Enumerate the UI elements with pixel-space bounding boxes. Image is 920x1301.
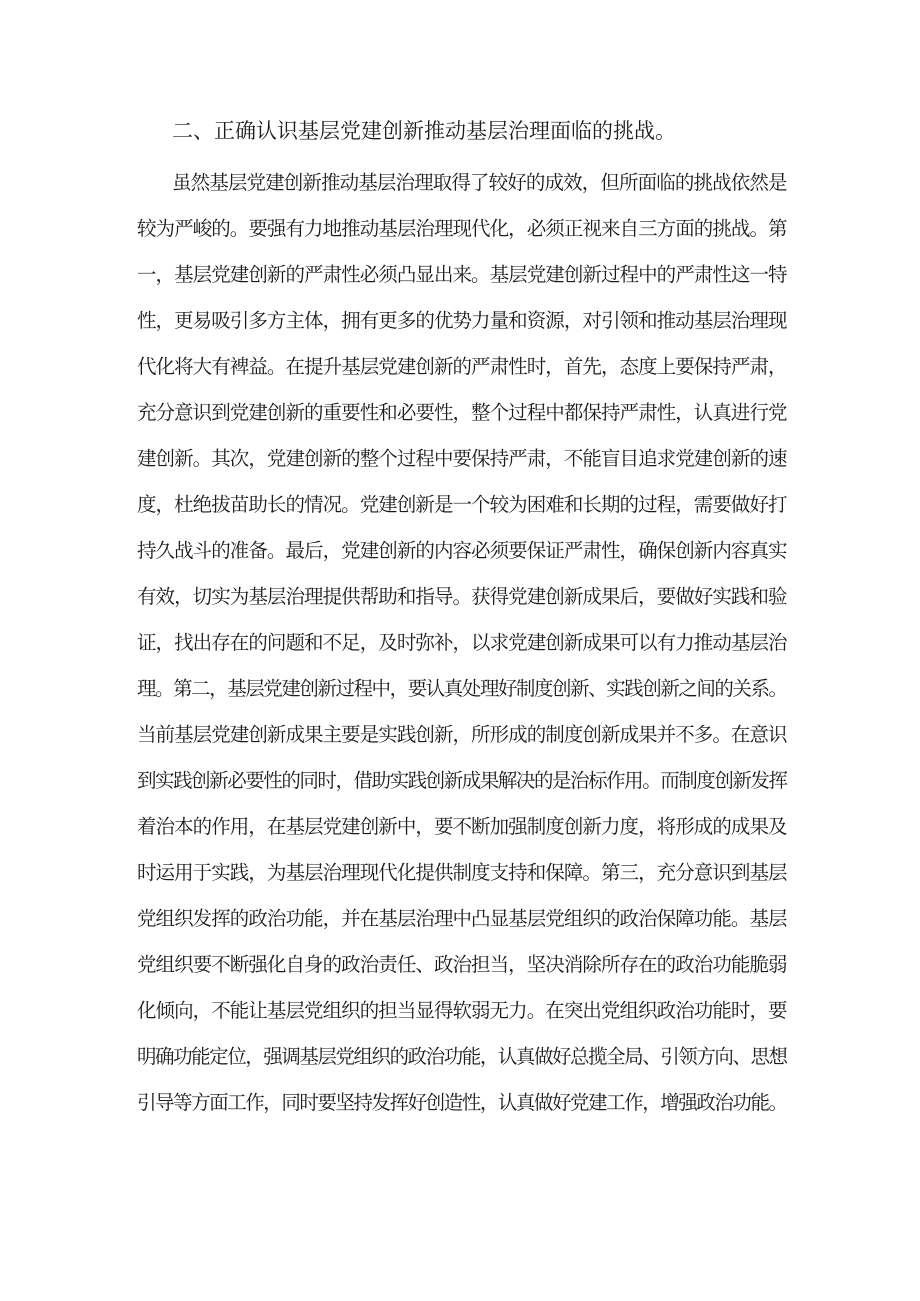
paragraph-line: 理。第二，基层党建创新过程中，要认真处理好制度创新、实践创新之间的关系。 <box>137 677 787 700</box>
paragraph-line: 虽然基层党建创新推动基层治理取得了较好的成效，但所面临的挑战依然是 <box>172 171 787 194</box>
paragraph-line: 持久战斗的准备。最后，党建创新的内容必须要保证严肃性，确保创新内容真实 <box>137 539 787 562</box>
paragraph-line: 党组织发挥的政治功能，并在基层治理中凸显基层党组织的政治保障功能。基层 <box>137 907 787 930</box>
section-heading: 二、正确认识基层党建创新推动基层治理面临的挑战。 <box>172 119 676 143</box>
paragraph-line: 较为严峻的。要强有力地推动基层治理现代化，必须正视来自三方面的挑战。第 <box>137 217 787 240</box>
paragraph-line: 充分意识到党建创新的重要性和必要性，整个过程中都保持严肃性，认真进行党 <box>137 401 787 424</box>
paragraph-line: 有效，切实为基层治理提供帮助和指导。获得党建创新成果后，要做好实践和验 <box>137 585 787 608</box>
paragraph-line: 建创新。其次，党建创新的整个过程中要保持严肃，不能盲目追求党建创新的速 <box>137 447 787 470</box>
paragraph-line: 度，杜绝拔苗助长的情况。党建创新是一个较为困难和长期的过程，需要做好打 <box>137 493 787 516</box>
paragraph-line: 时运用于实践，为基层治理现代化提供制度支持和保障。第三，充分意识到基层 <box>137 861 787 884</box>
paragraph-line: 明确功能定位，强调基层党组织的政治功能，认真做好总揽全局、引领方向、思想 <box>137 1045 787 1068</box>
paragraph-line: 着治本的作用，在基层党建创新中，要不断加强制度创新力度，将形成的成果及 <box>137 815 787 838</box>
paragraph-line: 党组织要不断强化自身的政治责任、政治担当，坚决消除所存在的政治功能脆弱 <box>137 953 787 976</box>
paragraph-line: 代化将大有裨益。在提升基层党建创新的严肃性时，首先，态度上要保持严肃， <box>137 355 787 378</box>
paragraph-line: 证，找出存在的问题和不足，及时弥补，以求党建创新成果可以有力推动基层治 <box>137 631 787 654</box>
paragraph-line: 当前基层党建创新成果主要是实践创新，所形成的制度创新成果并不多。在意识 <box>137 723 787 746</box>
paragraph-line: 一，基层党建创新的严肃性必须凸显出来。基层党建创新过程中的严肃性这一特 <box>137 263 787 286</box>
paragraph-line: 化倾向，不能让基层党组织的担当显得软弱无力。在突出党组织政治功能时，要 <box>137 999 787 1022</box>
paragraph-line: 性，更易吸引多方主体，拥有更多的优势力量和资源，对引领和推动基层治理现 <box>137 309 787 332</box>
paragraph-line: 到实践创新必要性的同时，借助实践创新成果解决的是治标作用。而制度创新发挥 <box>137 769 787 792</box>
paragraph-line: 引导等方面工作，同时要坚持发挥好创造性，认真做好党建工作，增强政治功能。 <box>137 1091 787 1114</box>
